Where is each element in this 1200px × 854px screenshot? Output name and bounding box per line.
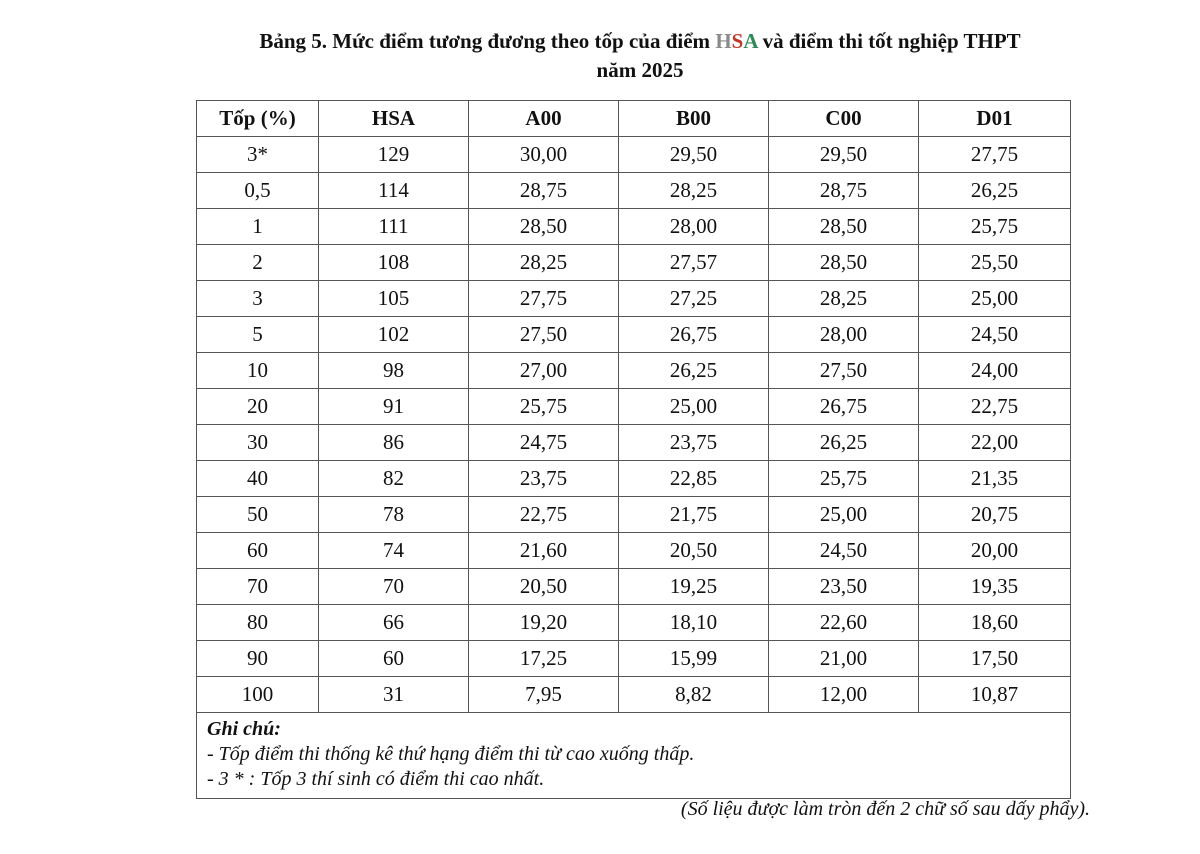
cell-a00: 21,60 xyxy=(469,533,619,569)
cell-b00: 8,82 xyxy=(619,677,769,713)
cell-c00: 28,75 xyxy=(769,173,919,209)
cell-top: 5 xyxy=(197,317,319,353)
cell-top: 3* xyxy=(197,137,319,173)
cell-d01: 10,87 xyxy=(919,677,1071,713)
cell-b00: 18,10 xyxy=(619,605,769,641)
cell-hsa: 108 xyxy=(319,245,469,281)
header-hsa: HSA xyxy=(319,101,469,137)
cell-c00: 23,50 xyxy=(769,569,919,605)
title-hsa-h: H xyxy=(715,29,732,53)
table-row xyxy=(197,605,1071,641)
cell-hsa: 114 xyxy=(319,173,469,209)
header-row xyxy=(197,101,1071,137)
cell-hsa: 86 xyxy=(319,425,469,461)
cell-hsa: 78 xyxy=(319,497,469,533)
cell-d01: 20,75 xyxy=(919,497,1071,533)
table-row xyxy=(197,245,1071,281)
cell-d01: 20,00 xyxy=(919,533,1071,569)
cell-a00: 27,75 xyxy=(469,281,619,317)
cell-top: 60 xyxy=(197,533,319,569)
cell-b00: 28,25 xyxy=(619,173,769,209)
cell-top: 70 xyxy=(197,569,319,605)
cell-b00: 27,57 xyxy=(619,245,769,281)
notes-cell xyxy=(197,713,1071,799)
title-prefix: Bảng 5. Mức điểm tương đương theo tốp của điểm xyxy=(259,29,716,53)
cell-d01: 25,50 xyxy=(919,245,1071,281)
notes-line-1: - Tốp điểm thi thống kê thứ hạng điểm thi từ cao xuống thấp. xyxy=(207,743,695,765)
cell-d01: 21,35 xyxy=(919,461,1071,497)
cell-b00: 25,00 xyxy=(619,389,769,425)
cell-top: 50 xyxy=(197,497,319,533)
cell-hsa: 98 xyxy=(319,353,469,389)
cell-top: 80 xyxy=(197,605,319,641)
score-table xyxy=(196,100,1071,799)
table-row xyxy=(197,209,1071,245)
cell-a00: 25,75 xyxy=(469,389,619,425)
notes-heading: Ghi chú: xyxy=(207,718,281,740)
cell-c00: 28,00 xyxy=(769,317,919,353)
cell-hsa: 74 xyxy=(319,533,469,569)
cell-top: 3 xyxy=(197,281,319,317)
header-top: Tốp (%) xyxy=(197,101,319,137)
cell-d01: 24,00 xyxy=(919,353,1071,389)
table-title-line2: năm 2025 xyxy=(596,58,684,82)
cell-top: 90 xyxy=(197,641,319,677)
cell-hsa: 105 xyxy=(319,281,469,317)
cell-c00: 27,50 xyxy=(769,353,919,389)
table-row xyxy=(197,281,1071,317)
cell-hsa: 102 xyxy=(319,317,469,353)
title-suffix: và điểm thi tốt nghiệp THPT xyxy=(757,29,1021,53)
cell-d01: 26,25 xyxy=(919,173,1071,209)
cell-top: 100 xyxy=(197,677,319,713)
cell-hsa: 82 xyxy=(319,461,469,497)
cell-a00: 27,50 xyxy=(469,317,619,353)
table-row xyxy=(197,173,1071,209)
cell-b00: 23,75 xyxy=(619,425,769,461)
notes-line-2: - 3 * : Tốp 3 thí sinh có điểm thi cao nhất. xyxy=(207,768,545,790)
cell-b00: 26,75 xyxy=(619,317,769,353)
cell-a00: 28,75 xyxy=(469,173,619,209)
cell-b00: 26,25 xyxy=(619,353,769,389)
cell-top: 20 xyxy=(197,389,319,425)
cell-c00: 28,25 xyxy=(769,281,919,317)
cell-b00: 20,50 xyxy=(619,533,769,569)
header-c00: C00 xyxy=(769,101,919,137)
cell-d01: 25,00 xyxy=(919,281,1071,317)
table-row xyxy=(197,677,1071,713)
cell-top: 0,5 xyxy=(197,173,319,209)
cell-c00: 24,50 xyxy=(769,533,919,569)
table-row xyxy=(197,569,1071,605)
cell-top: 30 xyxy=(197,425,319,461)
cell-hsa: 129 xyxy=(319,137,469,173)
table-row xyxy=(197,389,1071,425)
cell-a00: 23,75 xyxy=(469,461,619,497)
table-title xyxy=(150,27,1130,56)
cell-b00: 19,25 xyxy=(619,569,769,605)
cell-b00: 29,50 xyxy=(619,137,769,173)
cell-c00: 25,00 xyxy=(769,497,919,533)
cell-c00: 22,60 xyxy=(769,605,919,641)
cell-a00: 20,50 xyxy=(469,569,619,605)
cell-hsa: 91 xyxy=(319,389,469,425)
header-d01: D01 xyxy=(919,101,1071,137)
cell-d01: 25,75 xyxy=(919,209,1071,245)
cell-b00: 21,75 xyxy=(619,497,769,533)
cell-d01: 27,75 xyxy=(919,137,1071,173)
cell-top: 1 xyxy=(197,209,319,245)
cell-c00: 28,50 xyxy=(769,209,919,245)
cell-hsa: 66 xyxy=(319,605,469,641)
cell-b00: 22,85 xyxy=(619,461,769,497)
table-row xyxy=(197,641,1071,677)
table-row xyxy=(197,317,1071,353)
cell-c00: 28,50 xyxy=(769,245,919,281)
cell-a00: 28,25 xyxy=(469,245,619,281)
cell-a00: 22,75 xyxy=(469,497,619,533)
cell-a00: 30,00 xyxy=(469,137,619,173)
cell-d01: 24,50 xyxy=(919,317,1071,353)
cell-a00: 19,20 xyxy=(469,605,619,641)
table-row xyxy=(197,497,1071,533)
cell-c00: 26,75 xyxy=(769,389,919,425)
notes-row xyxy=(197,713,1071,799)
cell-hsa: 31 xyxy=(319,677,469,713)
cell-a00: 17,25 xyxy=(469,641,619,677)
cell-d01: 22,00 xyxy=(919,425,1071,461)
cell-top: 40 xyxy=(197,461,319,497)
cell-c00: 29,50 xyxy=(769,137,919,173)
cell-a00: 7,95 xyxy=(469,677,619,713)
source-note: (Số liệu được làm tròn đến 2 chữ số sau dấy phẩy). xyxy=(680,798,1090,820)
cell-a00: 27,00 xyxy=(469,353,619,389)
title-hsa-s: S xyxy=(731,29,744,53)
cell-c00: 25,75 xyxy=(769,461,919,497)
cell-top: 2 xyxy=(197,245,319,281)
cell-d01: 17,50 xyxy=(919,641,1071,677)
header-b00: B00 xyxy=(619,101,769,137)
table-row xyxy=(197,533,1071,569)
cell-d01: 22,75 xyxy=(919,389,1071,425)
title-hsa-a: A xyxy=(743,29,758,53)
header-a00: A00 xyxy=(469,101,619,137)
cell-c00: 26,25 xyxy=(769,425,919,461)
cell-hsa: 111 xyxy=(319,209,469,245)
table-row xyxy=(197,137,1071,173)
table-row xyxy=(197,353,1071,389)
cell-a00: 24,75 xyxy=(469,425,619,461)
cell-b00: 27,25 xyxy=(619,281,769,317)
cell-b00: 28,00 xyxy=(619,209,769,245)
cell-d01: 18,60 xyxy=(919,605,1071,641)
cell-c00: 12,00 xyxy=(769,677,919,713)
cell-b00: 15,99 xyxy=(619,641,769,677)
table-row xyxy=(197,425,1071,461)
table-row xyxy=(197,461,1071,497)
cell-d01: 19,35 xyxy=(919,569,1071,605)
cell-hsa: 60 xyxy=(319,641,469,677)
cell-a00: 28,50 xyxy=(469,209,619,245)
cell-c00: 21,00 xyxy=(769,641,919,677)
cell-top: 10 xyxy=(197,353,319,389)
cell-hsa: 70 xyxy=(319,569,469,605)
